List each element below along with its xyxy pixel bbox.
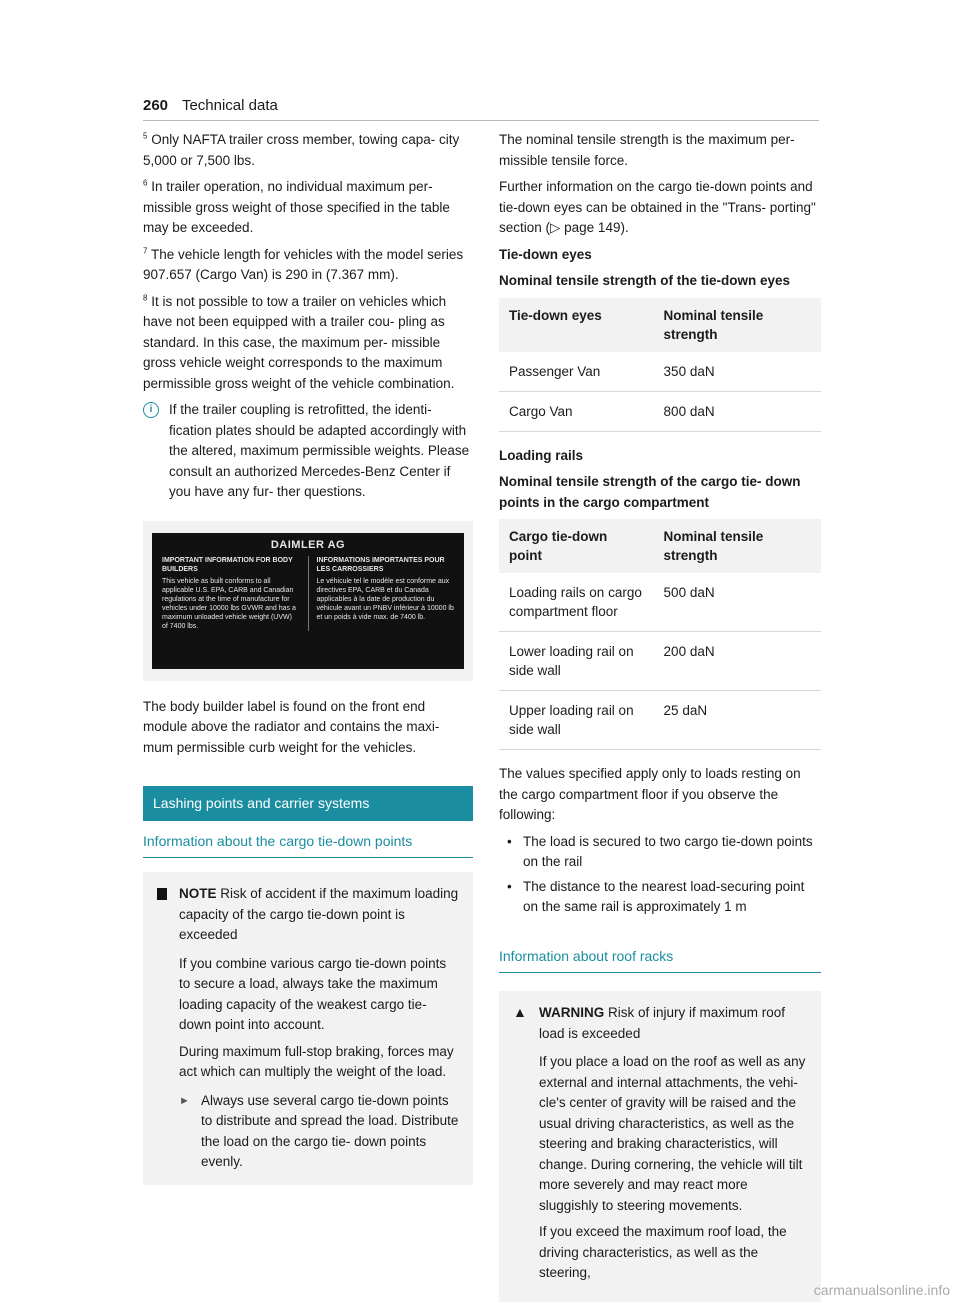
table-header: Nominal tensile strength	[654, 519, 821, 573]
label-fr-heading: INFORMATIONS IMPORTANTES POUR LES CARROSSIERS	[316, 556, 445, 573]
rails-heading: Loading rails	[499, 447, 584, 463]
note-title: NOTE	[179, 886, 217, 901]
tensile-definition: The nominal tensile strength is the maximum per‐ missible tensile force.	[499, 132, 795, 168]
body-builder-label-image	[143, 521, 473, 681]
page-section-title: Technical data	[181, 97, 278, 114]
list-item: • The load is secured to two cargo tie-down points on the rail	[499, 832, 821, 873]
site-watermark: carmanualsonline.info	[813, 1282, 950, 1298]
note-paragraph-1: If you combine various cargo tie-down points to secure a load, always take the maximum loading capacity of the weakest cargo tie- down point into account.	[179, 955, 447, 1032]
header-divider	[143, 120, 819, 121]
label-fr-text: Le véhicule tel le modèle est conforme aux directives EPA, CARB et du Canada applicables à la date de production du véhicule avant un PNBV inférieur à 10000 lb et un poids à vide max. de 7400 lb.	[316, 577, 454, 621]
table-row: Loading rails on cargo compartment floor 500 daN	[499, 573, 821, 632]
tie-down-table	[499, 298, 821, 432]
note-action: Always use several cargo tie-down points to distribute and spread the load. Distribute the load on the cargo tie- down points evenly.	[201, 1092, 459, 1169]
table-header: Cargo tie-down point	[499, 519, 654, 573]
info-block	[143, 400, 473, 503]
page-header	[143, 97, 278, 114]
note-paragraph-2: During maximum full-stop braking, forces may act which can multiply the weight of the load.	[179, 1043, 454, 1079]
warning-icon: ▲	[513, 1004, 527, 1020]
warning-box	[499, 991, 821, 1302]
tie-down-heading: Tie-down eyes	[499, 246, 592, 262]
section-bar: Lashing points and carrier systems	[143, 786, 473, 821]
sub-heading: Information about the cargo tie-down points	[143, 831, 473, 859]
left-column	[143, 130, 473, 1185]
rails-table	[499, 519, 821, 750]
footnote-8: $^8$ It is not possible to tow a trailer on vehicles which have not been equipped with a trailer cou‐ pling as standard. In this case, the maximum per‐ missible gross vehicle weight corresponds to the maximum permissible gross weight of the vehicle combination.	[143, 293, 455, 391]
table-header: Nominal tensile strength	[654, 298, 821, 352]
table-row: Lower loading rail on side wall 200 daN	[499, 632, 821, 691]
page-number: 260	[143, 97, 169, 114]
note-box	[143, 872, 473, 1185]
table-row: Upper loading rail on side wall 25 daN	[499, 691, 821, 750]
list-item: • The distance to the nearest load-securing point on the same rail is approximately 1 m	[499, 877, 821, 918]
roof-heading: Information about roof racks	[499, 946, 821, 974]
conditions-list	[499, 832, 821, 918]
info-text: If the trailer coupling is retrofitted, the identi‐ fication plates should be adapted accordingly with the altered, maximum permissible weights. Please consult an authorized Mercedes-Benz Center if you have any fur‐ ther questions.	[169, 402, 470, 499]
table-header: Tie-down eyes	[499, 298, 654, 352]
info-icon: i	[143, 402, 159, 418]
warning-paragraph-1: If you place a load on the roof as well as any external and internal attachments, the vehi‐ cle's center of gravity will be raised and the usual driving characteristics, as well as the steering and braking characteristics, will change. During cornering, the vehicle will tilt more severely and may react more sluggishly to steering movements.	[539, 1054, 806, 1213]
further-info: Further information on the cargo tie-down points and tie-down eyes can be obtained in the "Trans‐ porting" section (▷ page 149).	[499, 179, 816, 235]
warning-title: WARNING	[539, 1005, 605, 1020]
table-row: Cargo Van 800 daN	[499, 391, 821, 431]
tie-table-title: Nominal tensile strength of the tie-down eyes	[499, 273, 791, 288]
label-caption: The body builder label is found on the front end module above the radiator and contains the maxi‐ mum permissible curb weight for the vehicles.	[143, 698, 440, 755]
arrow-icon: ►	[179, 1094, 190, 1107]
footnote-5: $^5$ Only NAFTA trailer cross member, towing capa‐ city 5,000 or 7,500 lbs.	[143, 131, 460, 168]
footnote-6: $^6$ In trailer operation, no individual maximum per‐ missible gross weight of those specified in the table may be exceeded.	[143, 178, 450, 235]
warning-title-rest: Risk of injury if maximum roof load is exceeded	[539, 1005, 786, 1041]
warning-paragraph-2: If you exceed the maximum roof load, the driving characteristics, as well as the steering,	[539, 1224, 787, 1280]
footnote-7: $^7$ The vehicle length for vehicles with the model series 907.657 (Cargo Van) is 290 in (7.367 mm).	[143, 246, 464, 282]
label-en-heading: IMPORTANT INFORMATION FOR BODY BUILDERS	[162, 556, 293, 573]
values-text: The values specified apply only to loads resting on the cargo compartment floor if you observe the following:	[499, 766, 801, 822]
note-icon	[157, 888, 167, 900]
label-title: DAIMLER AG	[270, 538, 346, 551]
right-column	[499, 130, 821, 1302]
note-title-rest: Risk of accident if the maximum loading capacity of the cargo tie-down point is exceeded	[179, 886, 459, 942]
table-row: Passenger Van 350 daN	[499, 352, 821, 392]
label-en-text: This vehicle as built conforms to all applicable U.S. EPA, CARB and Canadian regulations at the time of manufacture for vehicles under 10000 lbs GVWR and has a maximum unloaded vehicle weight (UVW) of 7400 lbs.	[162, 577, 296, 630]
rails-table-title: Nominal tensile strength of the cargo tie- down points in the cargo compartment	[499, 474, 801, 510]
